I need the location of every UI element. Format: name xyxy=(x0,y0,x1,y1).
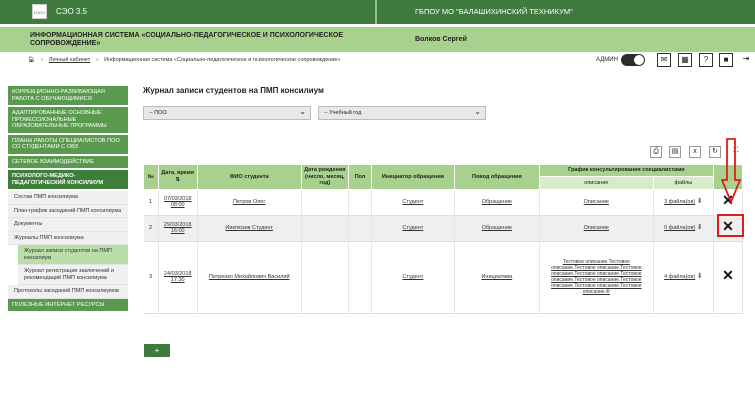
sidebar-item-programs[interactable]: АДАПТИРОВАННЫЕ ОСНОВНЫЕ ПРОФЕССИОНАЛЬНЫЕ ОБРАЗОВАТЕЛЬНЫЕ ПРОГРАММЫ xyxy=(8,107,128,133)
home-icon[interactable]: 🏠︎ xyxy=(28,57,35,63)
row-reason[interactable]: Обращение xyxy=(454,189,539,215)
row-fio[interactable]: Петренко Михайлович Василий xyxy=(197,241,301,313)
chevron-down-icon: ⌄ xyxy=(474,107,481,116)
row-files[interactable]: 3 файла(ов) ⬇ xyxy=(653,189,713,215)
sidebar-sub-journals[interactable]: Журналы ПМП консилиума xyxy=(8,232,128,246)
row-birth xyxy=(301,189,349,215)
sidebar-item-network[interactable]: СЕТЕВОЕ ВЗАИМОДЕЙСТВИЕ xyxy=(8,156,128,169)
print-icon[interactable]: ⎙ xyxy=(650,146,662,158)
row-files[interactable]: 4 файла(ов) ⬇ xyxy=(653,241,713,313)
sort-icon[interactable]: ⇅ xyxy=(175,176,180,183)
close-icon[interactable]: ✕ xyxy=(722,191,734,208)
sidebar-sub-journal-students[interactable]: Журнал записи студентов на ПМП консилиум xyxy=(18,245,128,265)
row-fio[interactable]: Иикпюзив Студент xyxy=(197,215,301,241)
admin-label: АДМИН xyxy=(596,57,618,63)
profile-icon[interactable]: ■ xyxy=(719,53,733,67)
logo: LOGO xyxy=(32,4,47,19)
row-num: 3 xyxy=(144,241,159,313)
annotation-highlight xyxy=(717,214,744,237)
row-birth xyxy=(301,241,349,313)
row-desc[interactable]: Описание xyxy=(539,215,653,241)
chevron-down-icon: ⌄ xyxy=(299,107,306,116)
add-button[interactable]: + xyxy=(144,344,170,357)
page-title: Журнал записи студентов на ПМП консилиум xyxy=(143,86,324,95)
row-date[interactable]: 24/03/2018 17:30 xyxy=(158,241,197,313)
divider xyxy=(375,0,377,24)
row-initiator[interactable]: Студент xyxy=(371,241,454,313)
user-name[interactable]: Волков Сергей xyxy=(415,36,467,43)
sidebar-sub-composition[interactable]: Состав ПМП консилиума xyxy=(8,191,128,205)
org-name: ГБПОУ МО "БАЛАШИХИНСКИЙ ТЕХНИКУМ" xyxy=(415,7,573,16)
chevron-right-icon: › xyxy=(40,57,43,63)
table-row xyxy=(144,241,743,313)
close-icon[interactable]: ✕ xyxy=(722,217,734,234)
row-fio[interactable]: Петров Олег xyxy=(197,189,301,215)
sidebar-item-resources[interactable]: ПОЛЕЗНЫЕ ИНТЕРНЕТ РЕСУРСЫ xyxy=(8,299,128,312)
row-num: 2 xyxy=(144,215,159,241)
calendar-icon[interactable]: ▦ xyxy=(678,53,692,67)
breadcrumb-current: Информационная система «Социально-педагогическое и психологическое сопровождение» xyxy=(104,57,341,63)
pdf-icon[interactable]: ▤ xyxy=(669,146,681,158)
sidebar-item-correction[interactable]: КОРРЕКЦИОННО-РАЗВИВАЮЩАЯ РАБОТА С ОБУЧАЮЩИМИСЯ xyxy=(8,86,128,105)
excel-icon[interactable]: x xyxy=(689,146,701,158)
col-files: файлы xyxy=(653,177,713,189)
journal-table xyxy=(143,164,743,314)
breadcrumb xyxy=(28,57,341,63)
mail-icon[interactable]: ✉ xyxy=(657,53,671,67)
row-sex xyxy=(349,189,372,215)
filter-year-value: -- Учебный год xyxy=(324,110,362,116)
col-fio[interactable]: ФИО студента xyxy=(197,165,301,190)
row-desc[interactable]: Тестовое описание.Тестовое описание.Тестовое описание.Тестовое описание.Тестовое описание.Тестовое описание.Тестовое описание.Тестовое описание.Тестовое описание.Тестовое описание.Ф xyxy=(539,241,653,313)
row-desc[interactable]: Описание xyxy=(539,189,653,215)
sidebar-item-pmpk[interactable]: ПСИХОЛОГО-МЕДИКО-ПЕДАГОГИЧЕСКИЙ КОНСИЛИУМ xyxy=(8,170,128,189)
filter-poo-value: -- ПОО xyxy=(149,110,167,116)
app-name: СЭО 3.5 xyxy=(56,7,88,16)
table-row xyxy=(144,189,743,215)
col-sex[interactable]: Пол xyxy=(349,165,372,190)
row-num: 1 xyxy=(144,189,159,215)
filter-year-select[interactable] xyxy=(318,106,486,120)
row-reason[interactable]: Инициатива xyxy=(454,241,539,313)
filter-poo-select[interactable] xyxy=(143,106,311,120)
delete-button[interactable] xyxy=(713,241,742,313)
row-initiator[interactable]: Студент xyxy=(371,215,454,241)
annotation-arrow-icon xyxy=(721,138,741,204)
sidebar xyxy=(8,86,128,313)
col-birth[interactable]: Дата рождения (число, месяц, год) xyxy=(301,165,349,190)
fullscreen-icon[interactable]: ⛶ xyxy=(730,146,742,158)
top-bar xyxy=(0,0,755,24)
system-title: ИНФОРМАЦИОННАЯ СИСТЕМА «СОЦИАЛЬНО-ПЕДАГОГИЧЕСКОЕ И ПСИХОЛОГИЧЕСКОЕ СОПРОВОЖДЕНИЕ» xyxy=(30,32,343,47)
row-date[interactable]: 07/03/2018 08:00 xyxy=(158,189,197,215)
sidebar-sub-schedule[interactable]: План-график заседаний ПМП консилиума xyxy=(8,205,128,219)
col-initiator[interactable]: Инициатор обращения xyxy=(371,165,454,190)
download-icon[interactable]: ⬇ xyxy=(696,272,703,280)
logout-icon[interactable]: ⇥ xyxy=(739,53,753,67)
help-icon[interactable]: ? xyxy=(699,53,713,67)
download-icon[interactable]: ⬇ xyxy=(696,223,703,231)
row-reason[interactable]: Обращение xyxy=(454,215,539,241)
close-icon[interactable]: ✕ xyxy=(722,266,734,283)
sidebar-sub-protocols[interactable]: Протоколы заседаний ПМП консилиумов xyxy=(8,285,128,299)
table-row xyxy=(144,215,743,241)
row-date[interactable]: 29/03/2018 16:00 xyxy=(158,215,197,241)
sidebar-sub-documents[interactable]: Документы xyxy=(8,218,128,232)
download-icon[interactable]: ⬇ xyxy=(696,197,703,205)
row-sex xyxy=(349,215,372,241)
row-sex xyxy=(349,241,372,313)
chevron-right-icon: › xyxy=(96,57,99,63)
refresh-icon[interactable]: ↻ xyxy=(709,146,721,158)
breadcrumb-link[interactable]: Личный кабинет xyxy=(48,57,91,63)
col-schedule: График консультирования специалистами xyxy=(539,165,713,177)
col-reason[interactable]: Повод обращения xyxy=(454,165,539,190)
sidebar-sub-journal-conclusions[interactable]: Журнал регистрации заключений и рекомендаций ПМП консилиума xyxy=(18,265,128,285)
row-birth xyxy=(301,215,349,241)
col-num: № xyxy=(144,165,159,190)
sidebar-item-plans[interactable]: ПЛАНЫ РАБОТЫ СПЕЦИАЛИСТОВ ПОО СО СТУДЕНТАМИ С ОВЗ xyxy=(8,135,128,154)
admin-toggle[interactable] xyxy=(621,54,645,66)
row-initiator[interactable]: Студент xyxy=(371,189,454,215)
col-desc: описание xyxy=(539,177,653,189)
row-files[interactable]: 0 файла(ов) ⬇ xyxy=(653,215,713,241)
col-date[interactable]: Дата, время ⇅ xyxy=(158,165,197,190)
